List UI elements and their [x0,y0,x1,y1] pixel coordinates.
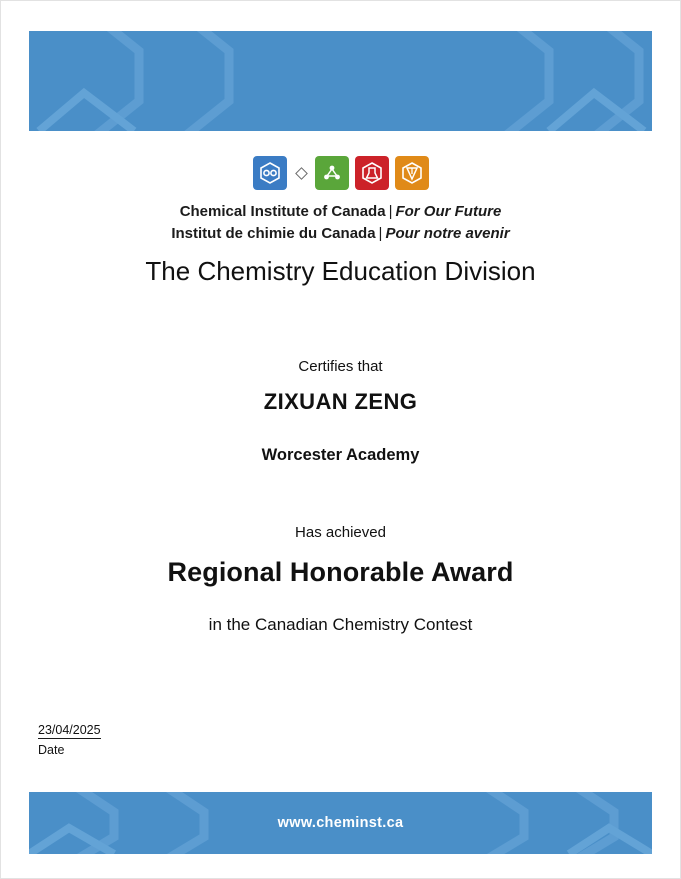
beaker-icon [395,156,429,190]
achieved-label: Has achieved [295,524,386,541]
logo-english-name: Chemical Institute of Canada [179,203,386,220]
cic-logo [0,155,681,245]
logo-english-separator: | [388,203,393,220]
logo-french-name: Institut de chimie du Canada [171,224,376,242]
date-block [38,721,101,757]
footer-website[interactable]: www.cheminst.ca [277,815,404,831]
diamond-separator-icon [295,167,307,179]
recipient-name: ZIXUAN ZENG [263,389,418,414]
header-band-pattern [29,31,652,131]
logo-wordmark-english [0,201,681,223]
molecule-icon [315,156,349,190]
division-title: The Chemistry Education Division [145,256,536,286]
school-name: Worcester Academy [261,446,420,464]
logo-wordmark [0,201,681,245]
logo-wordmark-french [0,223,681,245]
logo-french-tagline: Pour notre avenir [385,224,510,242]
flask-hexagon-icon [355,156,389,190]
logo-tile-row [0,155,681,191]
logo-english-tagline: For Our Future [395,203,502,220]
certifies-label: Certifies that [298,358,383,375]
date-label: Date [38,743,65,757]
award-title: Regional Honorable Award [167,557,514,587]
cic-hexagon-icon [253,156,287,190]
contest-line: in the Canadian Chemistry Contest [208,615,473,634]
header-band [29,31,652,131]
footer-band [29,792,652,854]
logo-french-separator: | [378,224,383,242]
date-value: 23/04/2025 [38,723,101,737]
